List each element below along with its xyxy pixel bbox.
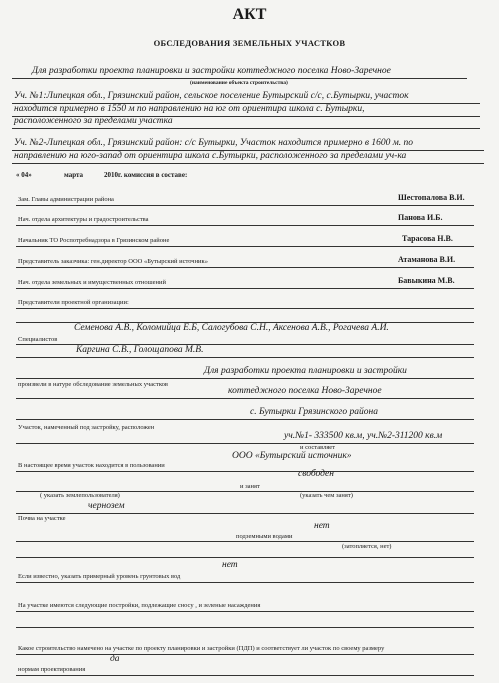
plot1-line1: Уч. №1:Липецкая обл., Грязинский район, сельское поселение Бутырский с/с, с.Бутырки, участок [14,91,409,101]
groundwater-caption: (затопляется, нет) [342,543,392,550]
water-level-rule [16,582,474,583]
current-use-caption-left: ( указать землепользователя) [40,492,120,499]
compliance-label: Какое строительство намечено на участке по проекту планировки и застройки (ПДП) и соответствует ли участок по своему размеру [18,645,385,652]
commission-role-5: Нач. отдела земельных и имущественных отношений [18,279,166,286]
selection-line-c: с. Бутырки Грязинского района [250,407,378,417]
groundwater-rule [16,541,474,542]
date-day: « 04» [16,171,32,179]
soil-rule [16,513,474,514]
compliance-label-2: нормам проектирования [18,666,86,673]
water-level-label: Если известно, указать примерный уровень грунтовых вод [18,573,181,580]
compliance-rule-1 [16,654,474,655]
designer-rule-1 [16,308,474,309]
compliance-value: да [110,654,120,664]
commission-name-3: Тарасова Н.В. [402,234,453,243]
purpose-text: Для разработки проекта планировки и застройки коттеджного поселка Ново-Заречное [32,66,391,76]
commission-rule-1 [16,205,474,206]
specialists-line1: Семенова А.В., Коломийца Е.Б, Салогубова С.Н., Аксенова А.В., Рогачева А.И. [74,323,389,333]
groundwater-rule-2 [16,557,474,558]
selection-line-b: коттеджного поселка Ново-Заречное [228,386,382,396]
selection-line-a: Для разработки проекта планировки и застройки [204,366,407,376]
commission-name-4: Атаманова В.И. [398,255,456,264]
plot1-line2: находится примерно в 1550 м по направлению на юг от ориентира школа с. Бутырки, [14,104,365,114]
soil-label: Почва на участке [18,515,66,522]
commission-role-2: Нач. отдела архитектуры и градостроительства [18,216,149,223]
selection-rule-2 [16,398,474,399]
selection-label: произвели в натуре обследование земельных участков [18,381,168,388]
commission-rule-2 [16,225,474,226]
current-use-label: В настоящее время участок находится в пользовании [18,462,165,469]
area-value: уч.№1- 333500 кв.м, уч.№2-311200 кв.м [284,431,443,441]
plot2-line2: направлению на юго-запад от ориентира школа с.Бутырки, расположенного за пределами уч-ка [14,151,407,161]
soil-value: чернозем [88,501,125,511]
commission-name-5: Бавыкина М.В. [398,276,455,285]
current-use-caption-right: (указать чем занят) [300,492,353,499]
plot1-rule3 [12,128,480,129]
plot2-rule2 [12,163,484,164]
compliance-rule-2 [16,675,474,676]
commission-name-1: Шестопалова В.И. [398,193,465,202]
plot1-line3: расположенного за пределами участка [14,116,173,126]
selection-rule-1 [16,378,474,379]
water-level-value: нет [222,560,238,570]
commission-role-3: Начальник ТО Роспотребнадзора в Грязинском районе [18,237,170,244]
buildings-rule-1 [16,611,474,612]
purpose-underline [12,78,467,79]
commission-role-1: Зам. Главы администрации района [18,196,114,203]
buildings-label: На участке имеются следующие постройки, подлежащие сносу , и зеленые насаждения [18,602,261,609]
selection-rule-3 [16,419,474,420]
groundwater-value: нет [314,521,330,531]
document-subtitle: ОБСЛЕДОВАНИЯ ЗЕМЕЛЬНЫХ УЧАСТКОВ [153,38,346,48]
commission-role-4: Представитель заказчика: ген.директор ООО «Бутырский источник» [18,258,208,265]
commission-rule-4 [16,267,474,268]
specialists-rule-2 [16,357,474,358]
area-rule [16,443,474,444]
commission-name-2: Панова И.Б. [398,213,443,222]
commission-rule-3 [16,246,474,247]
buildings-rule-2 [16,627,474,628]
current-use-and: и занят [240,483,260,490]
purpose-caption: (наименование объекта строительства) [190,80,288,86]
current-use-user: ООО «Бутырский источник» [232,451,352,461]
area-label: Участок, намеченный под застройку, расположен [18,424,155,431]
document-title: АКТ [232,6,267,23]
specialists-label: Специалистов [18,336,58,343]
designer-label: Представители проектной организации: [18,299,129,306]
specialists-line2: Каргина С.В., Голощапова М.В. [76,345,204,355]
commission-rule-5 [16,288,474,289]
date-month: марта [64,171,84,179]
current-use-rule-1 [16,471,474,472]
current-use-free: свободен [298,469,334,479]
area-suffix: и составляет [300,444,336,451]
groundwater-label: подземными водами [236,533,293,540]
plot2-line1: Уч. №2-Липецкая обл., Грязинский район: с/с Бутырки, Участок находится примерно в 1600 м. по [14,138,414,148]
date-rest: 2010г. комиссия в составе: [104,171,188,179]
